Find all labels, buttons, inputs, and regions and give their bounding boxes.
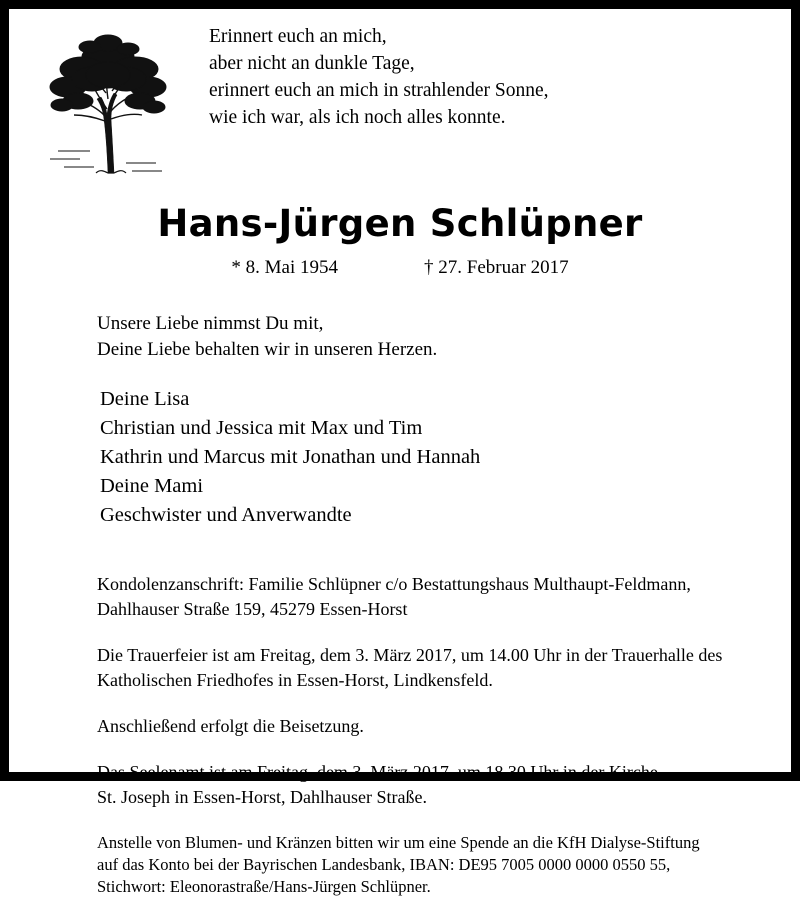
condolence-line: Kondolenzanschrift: Familie Schlüpner c/o Bestattungshaus Multhaupt-Feldmann, (97, 574, 691, 594)
condolence-address (97, 572, 791, 622)
funeral-line: Die Trauerfeier ist am Freitag, dem 3. März 2017, um 14.00 Uhr in der Trauerhalle des (97, 645, 723, 665)
list-item: Christian und Jessica mit Max und Tim (100, 417, 423, 439)
mass-line: Das Seelenamt ist am Freitag, dem 3. März 2017, um 18.30 Uhr in der Kirche (97, 762, 658, 782)
deceased-name: Hans-Jürgen Schlüpner (157, 202, 643, 245)
verse-line: Erinnert euch an mich, (209, 26, 387, 47)
burial-info (97, 714, 791, 739)
list-item: Geschwister und Anverwandte (100, 504, 352, 526)
verse-line: wie ich war, als ich noch alles konnte. (209, 107, 506, 128)
notice-body (9, 311, 791, 898)
funeral-service-info (97, 643, 791, 693)
verse-line: erinnert euch an mich in strahlender Sonne, (209, 80, 549, 101)
condolence-line: Dahlhauser Straße 159, 45279 Essen-Horst (97, 599, 408, 619)
list-item: Deine Lisa (100, 388, 190, 410)
donation-line: Stichwort: Eleonorastraße/Hans-Jürgen Schlüpner. (97, 877, 431, 896)
funeral-line: Katholischen Friedhofes in Essen-Horst, Lindkensfeld. (97, 670, 493, 690)
verse-line: aber nicht an dunkle Tage, (209, 53, 415, 74)
family-list (97, 385, 791, 530)
obituary-card (9, 9, 791, 896)
tree-illustration (9, 15, 209, 188)
burial-line: Anschließend erfolgt die Beisetzung. (97, 716, 364, 736)
intro-line: Deine Liebe behalten wir in unseren Herzen. (97, 339, 438, 360)
life-dates (9, 257, 791, 279)
verse-block (209, 15, 791, 131)
donation-line: Anstelle von Blumen- und Kränzen bitten wir um eine Spende an die KfH Dialyse-Stiftung (97, 833, 700, 852)
mass-info (97, 760, 791, 810)
death-date: † 27. Februar 2017 (424, 257, 569, 278)
list-item: Kathrin und Marcus mit Jonathan und Hannah (100, 446, 481, 468)
birth-date: * 8. Mai 1954 (231, 257, 338, 278)
donation-line: auf das Konto bei der Bayrischen Landesbank, IBAN: DE95 7005 0000 0000 0550 55, (97, 855, 671, 874)
mass-line: St. Joseph in Essen-Horst, Dahlhauser Straße. (97, 787, 427, 807)
header-area (9, 9, 791, 188)
donation-info (97, 832, 791, 898)
list-item: Deine Mami (100, 475, 204, 497)
intro-block (97, 311, 791, 363)
intro-line: Unsere Liebe nimmst Du mit, (97, 313, 324, 334)
